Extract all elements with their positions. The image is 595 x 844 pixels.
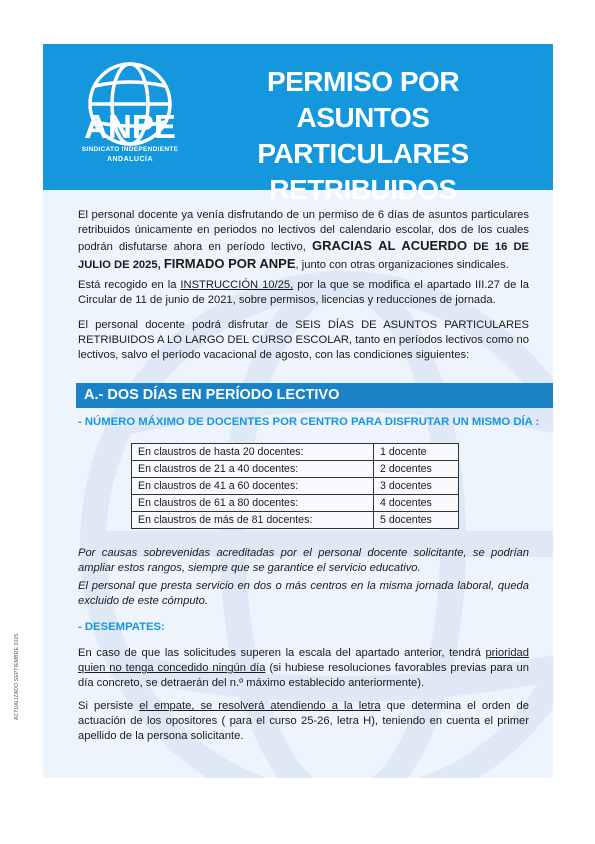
priority-underlined: prioridad quien no tenga concedido ningún día xyxy=(78,647,529,675)
table-cell: En claustros de 41 a 60 docentes: xyxy=(132,478,374,495)
table-row xyxy=(132,478,459,495)
table-row xyxy=(132,512,459,529)
tiebreak-paragraph-1 xyxy=(78,646,529,692)
logo-region: ANDALUCÍA xyxy=(106,156,154,163)
table-row xyxy=(132,461,459,478)
table-cell: 1 docente xyxy=(374,444,459,461)
letter-rule-underlined: el empate, se resolverá atendiendo a la letra xyxy=(139,700,381,712)
page-title xyxy=(193,64,533,208)
tiebreak2-text-end: que determina el orden de actuación de los opositores ( para el curso 25-26, letra H), teniendo en cuenta el primer apellido de la persona solicitante. xyxy=(78,700,529,743)
agreement-highlight: GRACIAS AL ACUERDO xyxy=(311,238,468,254)
table-cell: 5 docentes xyxy=(374,512,459,529)
tiebreak-text: En caso de que las solicitudes superen la escala del apartado anterior, tendrá xyxy=(78,647,486,659)
table-row xyxy=(132,495,459,512)
tiebreak-subhead: - DESEMPATES: xyxy=(78,621,165,633)
agreement-date: DE 16 DE JULIO DE 2025, xyxy=(78,241,529,271)
table-cell: 2 docentes xyxy=(374,461,459,478)
note-multiple-centres: El personal que presta servicio en dos o más centros en la misma jornada laboral, queda excluido de este cómputo. xyxy=(78,580,529,608)
tiebreak-text-end: (si hubiese resoluciones favorables previas para un día concreto, se detraerán del n.º máximo establecido anteriormente). xyxy=(78,662,530,690)
max-teachers-subhead: - NÚMERO MÁXIMO DE DOCENTES POR CENTRO PARA DISFRUTAR UN MISMO DÍA : xyxy=(78,416,540,428)
tiebreak-paragraph-2 xyxy=(78,699,529,745)
intro-paragraph-2 xyxy=(78,278,529,308)
max-teachers-table xyxy=(131,443,459,529)
updated-date-note: ACTUALIZADO SEPTIEMBRE 2025 xyxy=(14,633,20,720)
instruction-link[interactable]: INSTRUCCIÓN 10/25, xyxy=(180,279,294,291)
logo-name: ANPE xyxy=(84,108,176,145)
intro-paragraph-3: El personal docente podrá disfrutar de SEIS DÍAS DE ASUNTOS PARTICULARES RETRIBUIDOS A LO LARGO DEL CURSO ESCOLAR, tanto en períodos lectivos como no lectivos, salvo el período vacacional de agosto, con las condiciones siguientes: xyxy=(78,319,529,362)
table-cell: En claustros de 61 a 80 docentes: xyxy=(132,495,374,512)
table-cell: En claustros de 21 a 40 docentes: xyxy=(132,461,374,478)
note-sobrevenidas: Por causas sobrevenidas acreditadas por el personal docente solicitante, se podrían ampliar estos rangos, siempre que se garantice el servicio educativo. xyxy=(78,547,529,575)
section-a-title: A.- DOS DÍAS EN PERÍODO LECTIVO xyxy=(84,387,340,403)
title-line-2: ASUNTOS PARTICULARES xyxy=(257,102,469,169)
intro-text-end: , junto con otras organizaciones sindicales. xyxy=(295,258,509,271)
document-page xyxy=(43,44,553,778)
table-cell: 3 docentes xyxy=(374,478,459,495)
intro-text: El personal docente ya venía disfrutando de un permiso de 6 días de asuntos particulares retribuidos únicamente en periodos no lectivos del calendario escolar, dos de los cuales podrán disfutarse ahora en período lectivo, xyxy=(78,209,529,254)
header-banner xyxy=(43,44,553,205)
table-cell: En claustros de más de 81 docentes: xyxy=(132,512,374,529)
table-row xyxy=(132,444,459,461)
p2-text: Está recogido en la xyxy=(78,279,181,291)
title-line-3: RETRIBUIDOS xyxy=(269,174,457,205)
title-line-1: PERMISO POR xyxy=(266,66,460,97)
intro-paragraph-1 xyxy=(78,208,529,273)
section-a-header xyxy=(76,383,553,408)
tiebreak2-text: Si persiste xyxy=(78,700,140,712)
table-cell: 4 docentes xyxy=(374,495,459,512)
p2-text-end: por la que se modifica el apartado III.27 de la Circular de 11 de junio de 2021, sobre permisos, licencias y reducciones de jornada. xyxy=(78,279,529,307)
logo-subtitle: SINDICATO INDEPENDIENTE xyxy=(81,146,179,153)
signed-highlight: FIRMADO POR ANPE xyxy=(163,255,296,271)
table-cell: En claustros de hasta 20 docentes: xyxy=(132,444,374,461)
